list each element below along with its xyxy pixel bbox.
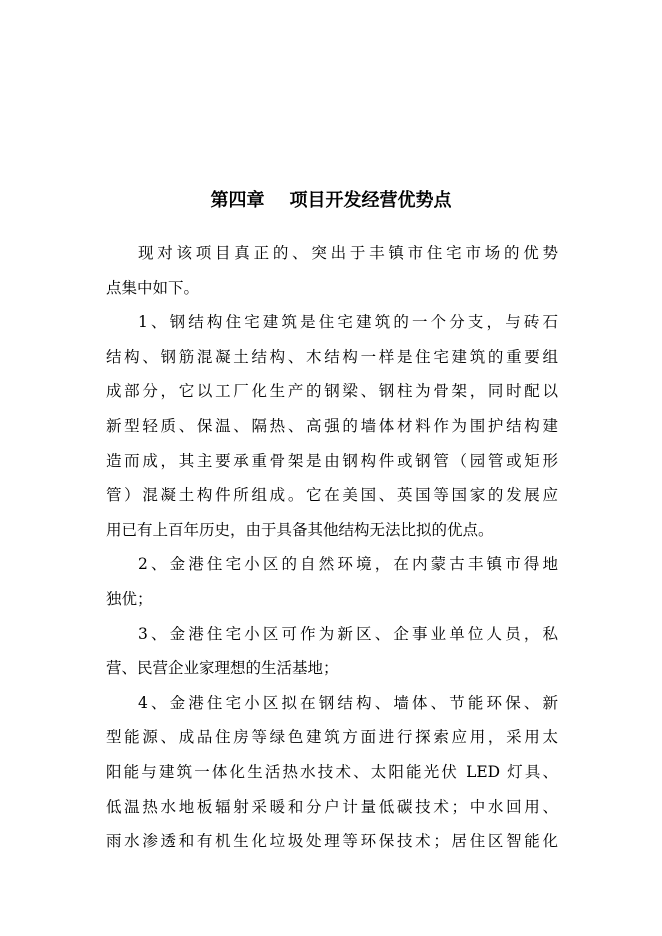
paragraph-5-line-2: 型能源、成品住房等绿色建筑方面进行探索应用，采用太 (106, 728, 558, 747)
paragraph-4-line-2: 营、民营企业家理想的生活基地； (106, 659, 339, 678)
paragraph-2-line-5: 造而成，其主要承重骨架是由钢构件或钢管（园管或矩形 (106, 451, 558, 470)
paragraph-3-line-2: 独优； (106, 589, 153, 608)
paragraph-1-line-1: 现对该项目真正的、突出于丰镇市住宅市场的优势 (138, 244, 558, 262)
paragraph-3-line-1: 2、金港住宅小区的自然环境，在内蒙古丰镇市得地 (138, 555, 558, 574)
chapter-title: 第四章 项目开发经营优势点 (210, 190, 452, 211)
paragraph-2-line-1: 1、钢结构住宅建筑是住宅建筑的一个分支，与砖石 (138, 313, 558, 332)
paragraph-2-line-4: 新型轻质、保温、隔热、高强的墙体材料作为围护结构建 (106, 416, 558, 435)
paragraph-4-line-1: 3、金港住宅小区可作为新区、企事业单位人员，私 (138, 624, 558, 643)
document-body (106, 236, 558, 859)
paragraph-5-line-5: 雨水渗透和有机生化垃圾处理等环保技术；居住区智能化 (106, 832, 558, 851)
paragraph-5-line-4: 低温热水地板辐射采暖和分户计量低碳技术；中水回用、 (106, 797, 558, 816)
paragraph-2-line-3: 成部分，它以工厂化生产的钢梁、钢柱为骨架，同时配以 (106, 382, 558, 401)
paragraph-2-line-6: 管）混凝土构件所组成。它在美国、英国等国家的发展应 (106, 486, 558, 505)
paragraph-5-line-1: 4、金港住宅小区拟在钢结构、墙体、节能环保、新 (138, 693, 558, 712)
paragraph-2-line-7: 用已有上百年历史，由于具备其他结构无法比拟的优点。 (106, 520, 494, 539)
paragraph-2-line-2: 结构、钢筋混凝土结构、木结构一样是住宅建筑的重要组 (106, 347, 558, 366)
paragraph-5-line-3: 阳能与建筑一体化生活热水技术、太阳能光伏 LED 灯具、 (106, 762, 558, 781)
paragraph-1-line-2: 点集中如下。 (106, 278, 200, 297)
